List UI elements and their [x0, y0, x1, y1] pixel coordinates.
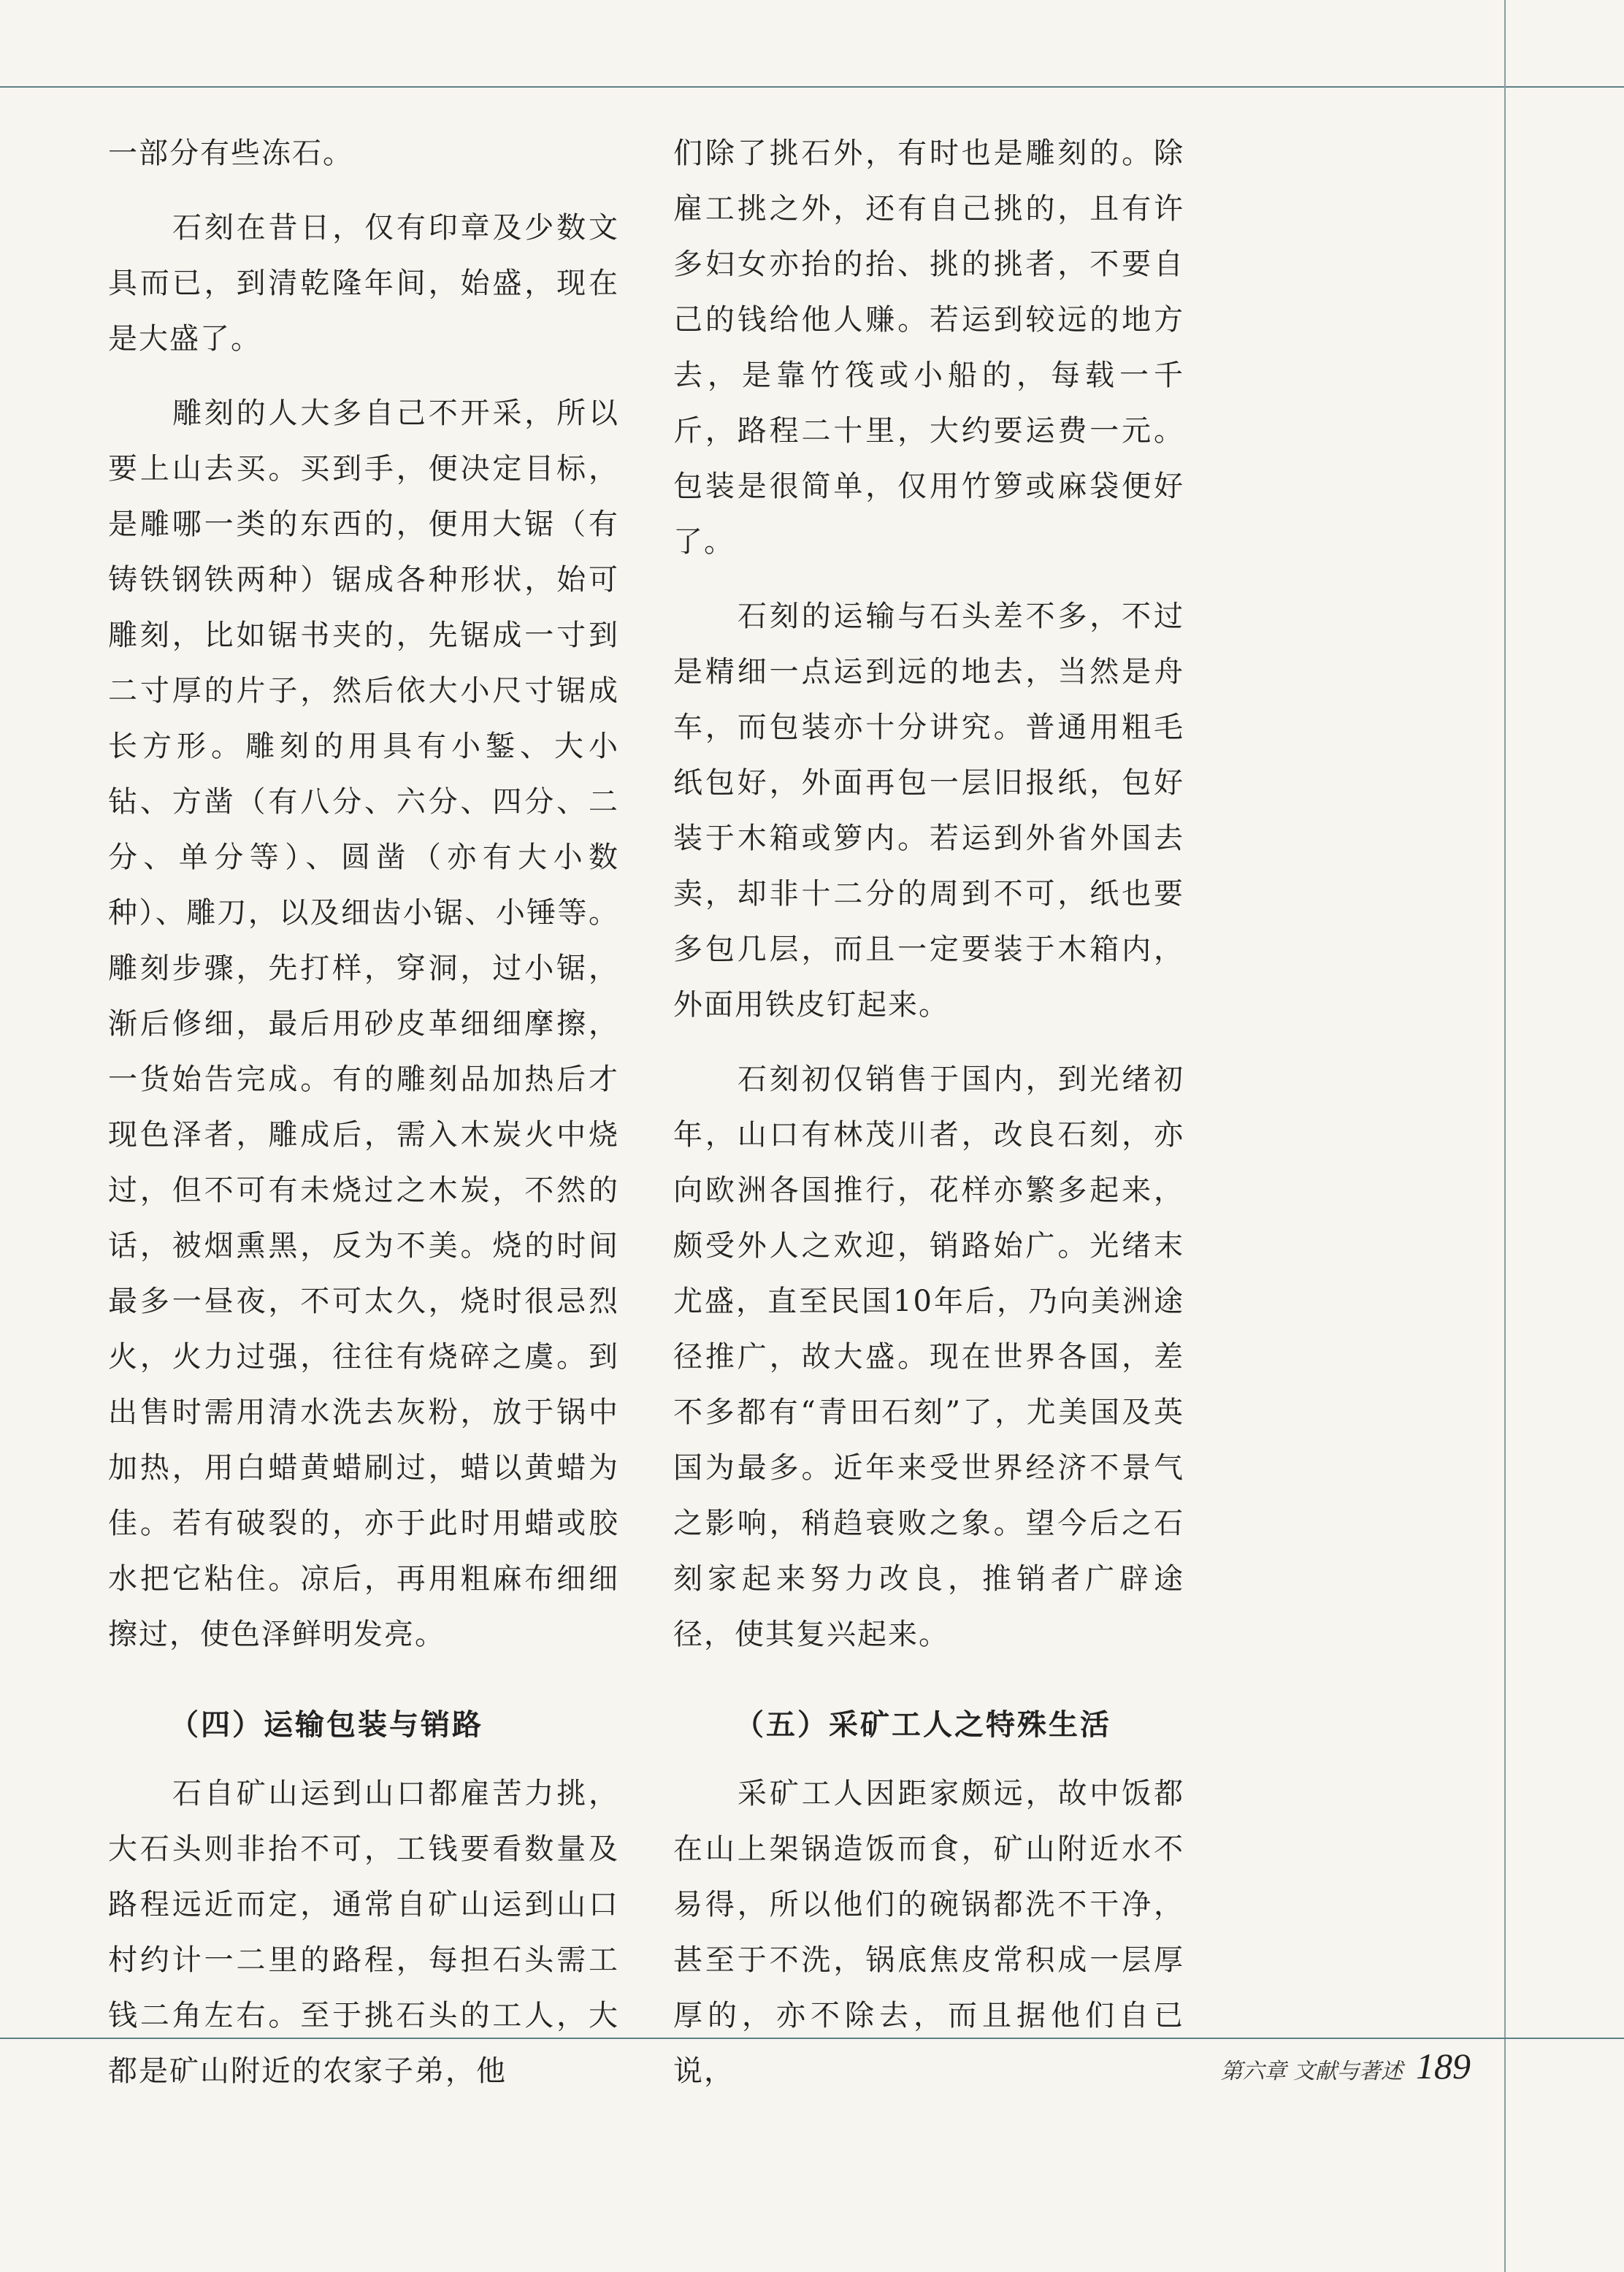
right-paragraph-3: 石刻初仅销售于国内，到光绪初年，山口有林茂川者，改良石刻，亦向欧洲各国推行，花样亦繁多起来，颇受外人之欢迎，销路始广。光绪末尤盛，直至民国10年后，乃向美洲途径推广，故大盛。现在世界各国，差不多都有“青田石刻”了，尤美国及英国为最多。近年来受世界经济不景气之影响，稍趋衰败之象。望今后之石刻家起来努力改良，推销者广辟途径，使其复兴起来。	[673, 1063, 1184, 1651]
page-number: 189	[1416, 2046, 1471, 2087]
right-paragraph-4: 采矿工人因距家颇远，故中饭都在山上架锅造饭而食，矿山附近水不易得，所以他们的碗锅都洗不干净，甚至于不洗，锅底焦皮常积成一层厚厚的，亦不除去，而且据他们自已说，	[673, 1777, 1184, 2088]
section-heading-4: （四）运输包装与销路	[169, 1708, 483, 1742]
left-paragraph-2: 石刻在昔日，仅有印章及少数文具而已，到清乾隆年间，始盛，现在是大盛了。	[108, 211, 619, 356]
right-paragraph-1: 们除了挑石外，有时也是雕刻的。除雇工挑之外，还有自己挑的，且有许多妇女亦抬的抬、挑的挑者，不要自己的钱给他人赚。若运到较远的地方去，是靠竹筏或小船的，每载一千斤，路程二十里，大约要运费一元。包装是很简单，仅用竹箩或麻袋便好了。	[673, 137, 1184, 559]
left-paragraph-4: 石自矿山运到山口都雇苦力挑，大石头则非抬不可，工钱要看数量及路程远近而定，通常自矿山运到山口村约计一二里的路程，每担石头需工钱二角左右。至于挑石头的工人，大都是矿山附近的农家子弟，他	[108, 1777, 619, 2088]
top-rule	[0, 86, 1624, 88]
left-column	[108, 126, 619, 2099]
left-paragraph-1: 一部分有些冻石。	[108, 137, 353, 170]
chapter-title: 第六章 文献与著述	[1220, 2059, 1403, 2084]
right-margin-rule	[1504, 0, 1506, 2272]
right-column	[673, 126, 1184, 2099]
left-paragraph-3: 雕刻的人大多自己不开采，所以要上山去买。买到手，便决定目标，是雕哪一类的东西的，便用大锯（有铸铁钢铁两种）锯成各种形状，始可雕刻，比如锯书夹的，先锯成一寸到二寸厚的片子，然后依大小尺寸锯成长方形。雕刻的用具有小錾、大小钻、方凿（有八分、六分、四分、二分、单分等）、圆凿（亦有大小数种）、雕刀，以及细齿小锯、小锤等。雕刻步骤，先打样，穿洞，过小锯，渐后修细，最后用砂皮革细细摩擦，一货始告完成。有的雕刻品加热后才现色泽者，雕成后，需入木炭火中烧过，但不可有未烧过之木炭，不然的话，被烟熏黑，反为不美。烧的时间最多一昼夜，不可太久，烧时很忌烈火，火力过强，往往有烧碎之虞。到出售时需用清水洗去灰粉，放于锅中加热，用白蜡黄蜡刷过，蜡以黄蜡为佳。若有破裂的，亦于此时用蜡或胶水把它粘住。凉后，再用粗麻布细细擦过，使色泽鲜明发亮。	[108, 397, 619, 1651]
section-heading-5: （五）采矿工人之特殊生活	[735, 1708, 1111, 1742]
page-footer	[1220, 2045, 1471, 2087]
right-paragraph-2: 石刻的运输与石头差不多，不过是精细一点运到远的地去，当然是舟车，而包装亦十分讲究。普通用粗毛纸包好，外面再包一层旧报纸，包好装于木箱或箩内。若运到外省外国去卖，却非十二分的周到不可，纸也要多包几层，而且一定要装于木箱内，外面用铁皮钉起来。	[673, 600, 1184, 1022]
